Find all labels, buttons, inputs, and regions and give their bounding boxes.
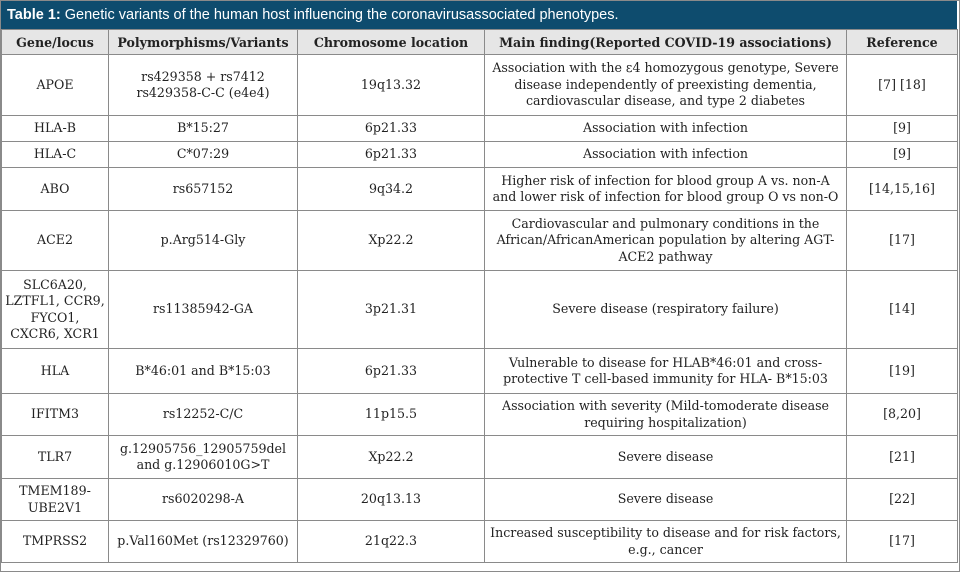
cell-location: Xp22.2 bbox=[298, 436, 485, 479]
caption-text: Genetic variants of the human host influencing the coronavirusassociated phenotypes. bbox=[64, 7, 619, 23]
cell-reference: [14,15,16] bbox=[847, 168, 958, 211]
table-row bbox=[2, 55, 958, 116]
cell-finding: Association with the ε4 homozygous genotype, Severe disease independently of preexisting dementia, cardiovascular disease, and type 2 diabetes bbox=[485, 55, 847, 116]
header-chromosome-location: Chromosome location bbox=[298, 30, 485, 55]
cell-finding: Association with severity (Mild-tomoderate disease requiring hospitalization) bbox=[485, 394, 847, 436]
cell-gene: ABO bbox=[2, 168, 109, 211]
header-main-finding: Main finding(Reported COVID-19 associations) bbox=[485, 30, 847, 55]
table-row bbox=[2, 349, 958, 394]
cell-gene: HLA-C bbox=[2, 142, 109, 168]
cell-location: Xp22.2 bbox=[298, 211, 485, 271]
cell-finding: Severe disease bbox=[485, 479, 847, 521]
cell-gene: ACE2 bbox=[2, 211, 109, 271]
cell-location: 6p21.33 bbox=[298, 116, 485, 142]
cell-variant: C*07:29 bbox=[109, 142, 298, 168]
cell-variant: p.Val160Met (rs12329760) bbox=[109, 521, 298, 563]
cell-variant: rs12252-C/C bbox=[109, 394, 298, 436]
table-row bbox=[2, 394, 958, 436]
cell-reference: [21] bbox=[847, 436, 958, 479]
genetic-variants-table bbox=[1, 29, 958, 563]
cell-location: 11p15.5 bbox=[298, 394, 485, 436]
table-row bbox=[2, 479, 958, 521]
cell-location: 6p21.33 bbox=[298, 142, 485, 168]
cell-reference: [17] bbox=[847, 521, 958, 563]
cell-variant: g.12905756_12905759del and g.12906010G>T bbox=[109, 436, 298, 479]
cell-reference: [19] bbox=[847, 349, 958, 394]
cell-finding: Cardiovascular and pulmonary conditions in the African/AfricanAmerican population by altering AGT-ACE2 pathway bbox=[485, 211, 847, 271]
cell-gene: HLA-B bbox=[2, 116, 109, 142]
cell-reference: [9] bbox=[847, 142, 958, 168]
cell-location: 19q13.32 bbox=[298, 55, 485, 116]
cell-finding: Association with infection bbox=[485, 142, 847, 168]
cell-gene: APOE bbox=[2, 55, 109, 116]
cell-variant: B*15:27 bbox=[109, 116, 298, 142]
header-variants: Polymorphisms/Variants bbox=[109, 30, 298, 55]
cell-finding: Severe disease bbox=[485, 436, 847, 479]
cell-reference: [9] bbox=[847, 116, 958, 142]
table-row bbox=[2, 211, 958, 271]
cell-variant: rs429358 + rs7412 rs429358-C-C (e4e4) bbox=[109, 55, 298, 116]
cell-variant: rs11385942-GA bbox=[109, 271, 298, 349]
cell-reference: [14] bbox=[847, 271, 958, 349]
header-row bbox=[2, 30, 958, 55]
table-row bbox=[2, 271, 958, 349]
cell-gene: IFITM3 bbox=[2, 394, 109, 436]
table-row bbox=[2, 116, 958, 142]
cell-location: 20q13.13 bbox=[298, 479, 485, 521]
cell-variant: p.Arg514-Gly bbox=[109, 211, 298, 271]
cell-gene: TMPRSS2 bbox=[2, 521, 109, 563]
cell-location: 3p21.31 bbox=[298, 271, 485, 349]
cell-variant: rs657152 bbox=[109, 168, 298, 211]
cell-gene: HLA bbox=[2, 349, 109, 394]
cell-reference: [22] bbox=[847, 479, 958, 521]
cell-reference: [7] [18] bbox=[847, 55, 958, 116]
cell-gene: TLR7 bbox=[2, 436, 109, 479]
cell-gene: TMEM189-UBE2V1 bbox=[2, 479, 109, 521]
caption-label: Table 1: bbox=[7, 7, 61, 23]
cell-finding: Increased susceptibility to disease and for risk factors, e.g., cancer bbox=[485, 521, 847, 563]
cell-variant: B*46:01 and B*15:03 bbox=[109, 349, 298, 394]
cell-finding: Vulnerable to disease for HLAB*46:01 and cross-protective T cell-based immunity for HLA- B*15:03 bbox=[485, 349, 847, 394]
table-row bbox=[2, 142, 958, 168]
cell-location: 21q22.3 bbox=[298, 521, 485, 563]
cell-finding: Higher risk of infection for blood group A vs. non-A and lower risk of infection for blood group O vs non-O bbox=[485, 168, 847, 211]
cell-finding: Association with infection bbox=[485, 116, 847, 142]
header-gene-locus: Gene/locus bbox=[2, 30, 109, 55]
cell-finding: Severe disease (respiratory failure) bbox=[485, 271, 847, 349]
table-row bbox=[2, 521, 958, 563]
cell-gene: SLC6A20, LZTFL1, CCR9, FYCO1, CXCR6, XCR1 bbox=[2, 271, 109, 349]
table-row bbox=[2, 436, 958, 479]
table-caption bbox=[1, 1, 957, 29]
cell-reference: [17] bbox=[847, 211, 958, 271]
table-row bbox=[2, 168, 958, 211]
cell-location: 6p21.33 bbox=[298, 349, 485, 394]
cell-location: 9q34.2 bbox=[298, 168, 485, 211]
cell-variant: rs6020298-A bbox=[109, 479, 298, 521]
cell-reference: [8,20] bbox=[847, 394, 958, 436]
header-reference: Reference bbox=[847, 30, 958, 55]
